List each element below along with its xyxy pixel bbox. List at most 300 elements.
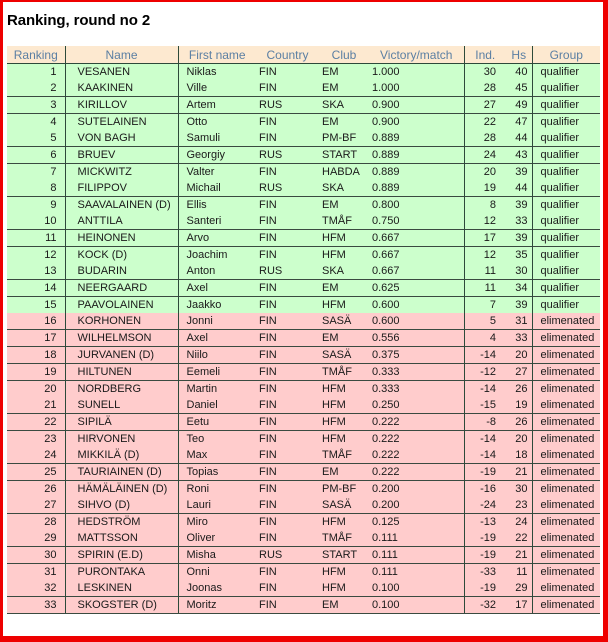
cell-ranking: 12 [7, 247, 65, 264]
cell-ranking: 14 [7, 280, 65, 297]
cell-ind: 17 [464, 230, 506, 247]
cell-first-name: Ville [178, 80, 256, 97]
cell-first-name: Joonas [178, 580, 256, 597]
cell-first-name: Artem [178, 97, 256, 114]
cell-first-name: Valter [178, 164, 256, 181]
cell-hs: 30 [506, 263, 532, 280]
cell-hs: 39 [506, 297, 532, 314]
page-title: Ranking, round no 2 [7, 12, 151, 29]
col-header-ind: Ind. [464, 46, 506, 64]
cell-group: qualifier [532, 280, 600, 297]
cell-ranking: 22 [7, 414, 65, 431]
cell-first-name: Daniel [178, 397, 256, 414]
cell-first-name: Arvo [178, 230, 256, 247]
cell-hs: 29 [506, 580, 532, 597]
cell-ind: 30 [464, 64, 506, 81]
cell-ind: 11 [464, 263, 506, 280]
cell-ind: -32 [464, 597, 506, 614]
cell-ranking: 16 [7, 313, 65, 330]
cell-ranking: 4 [7, 114, 65, 131]
cell-victory-match: 0.600 [369, 297, 464, 314]
cell-hs: 31 [506, 313, 532, 330]
table-header-row [7, 46, 600, 64]
cell-country: RUS [256, 97, 319, 114]
cell-name: PAAVOLAINEN [65, 297, 178, 314]
cell-first-name: Moritz [178, 597, 256, 614]
cell-name: KORHONEN [65, 313, 178, 330]
cell-hs: 23 [506, 497, 532, 514]
cell-victory-match: 0.900 [369, 97, 464, 114]
cell-club: HFM [319, 397, 369, 414]
cell-ind: -14 [464, 347, 506, 364]
cell-group: elimenated [532, 397, 600, 414]
cell-hs: 27 [506, 364, 532, 381]
cell-first-name: Misha [178, 547, 256, 564]
table-row [7, 481, 600, 498]
cell-group: elimenated [532, 330, 600, 347]
cell-country: FIN [256, 330, 319, 347]
cell-country: FIN [256, 414, 319, 431]
cell-ranking: 25 [7, 464, 65, 481]
cell-victory-match: 0.556 [369, 330, 464, 347]
cell-victory-match: 0.667 [369, 230, 464, 247]
cell-ind: 11 [464, 280, 506, 297]
cell-ind: -19 [464, 580, 506, 597]
cell-ind: -14 [464, 431, 506, 448]
cell-ranking: 15 [7, 297, 65, 314]
cell-country: FIN [256, 213, 319, 230]
cell-victory-match: 0.200 [369, 481, 464, 498]
cell-ind: 20 [464, 164, 506, 181]
cell-victory-match: 0.889 [369, 180, 464, 197]
cell-hs: 33 [506, 330, 532, 347]
cell-name: PURONTAKA [65, 564, 178, 581]
cell-club: SKA [319, 263, 369, 280]
cell-victory-match: 0.111 [369, 547, 464, 564]
cell-ranking: 10 [7, 213, 65, 230]
table-row [7, 164, 600, 181]
cell-ranking: 11 [7, 230, 65, 247]
table-row [7, 97, 600, 114]
cell-victory-match: 0.667 [369, 247, 464, 264]
cell-victory-match: 0.800 [369, 197, 464, 214]
cell-hs: 47 [506, 114, 532, 131]
cell-club: HABDA [319, 164, 369, 181]
cell-club: HFM [319, 381, 369, 398]
cell-victory-match: 0.900 [369, 114, 464, 131]
cell-victory-match: 0.100 [369, 580, 464, 597]
cell-ind: -19 [464, 464, 506, 481]
cell-name: BUDARIN [65, 263, 178, 280]
table-row [7, 447, 600, 464]
cell-victory-match: 0.333 [369, 381, 464, 398]
cell-country: RUS [256, 147, 319, 164]
cell-first-name: Joachim [178, 247, 256, 264]
cell-group: elimenated [532, 447, 600, 464]
table-row [7, 280, 600, 297]
cell-first-name: Teo [178, 431, 256, 448]
cell-country: FIN [256, 564, 319, 581]
cell-victory-match: 0.750 [369, 213, 464, 230]
table-row [7, 230, 600, 247]
table-row [7, 313, 600, 330]
cell-name: WILHELMSON [65, 330, 178, 347]
cell-first-name: Max [178, 447, 256, 464]
cell-hs: 24 [506, 514, 532, 531]
cell-victory-match: 0.111 [369, 564, 464, 581]
table-row [7, 431, 600, 448]
cell-club: SASÄ [319, 313, 369, 330]
cell-hs: 26 [506, 414, 532, 431]
col-header-hs: Hs [506, 46, 532, 64]
cell-club: SASÄ [319, 497, 369, 514]
cell-ranking: 31 [7, 564, 65, 581]
cell-ind: 7 [464, 297, 506, 314]
cell-ranking: 9 [7, 197, 65, 214]
cell-club: PM-BF [319, 130, 369, 147]
cell-club: TMÅF [319, 213, 369, 230]
cell-ind: 4 [464, 330, 506, 347]
cell-club: HFM [319, 431, 369, 448]
cell-first-name: Niilo [178, 347, 256, 364]
cell-ranking: 3 [7, 97, 65, 114]
table-row [7, 580, 600, 597]
cell-ind: -8 [464, 414, 506, 431]
table-row [7, 414, 600, 431]
cell-club: EM [319, 330, 369, 347]
cell-group: elimenated [532, 347, 600, 364]
cell-ranking: 19 [7, 364, 65, 381]
cell-first-name: Samuli [178, 130, 256, 147]
col-header-first-name: First name [178, 46, 256, 64]
cell-first-name: Onni [178, 564, 256, 581]
cell-name: SPIRIN (E.D) [65, 547, 178, 564]
cell-club: EM [319, 464, 369, 481]
cell-first-name: Roni [178, 481, 256, 498]
cell-country: FIN [256, 397, 319, 414]
cell-ranking: 13 [7, 263, 65, 280]
cell-ind: -19 [464, 547, 506, 564]
cell-victory-match: 0.889 [369, 164, 464, 181]
ranking-rows [7, 64, 600, 614]
cell-hs: 26 [506, 381, 532, 398]
table-row [7, 114, 600, 131]
cell-first-name: Martin [178, 381, 256, 398]
cell-hs: 43 [506, 147, 532, 164]
cell-group: elimenated [532, 514, 600, 531]
cell-name: BRUEV [65, 147, 178, 164]
cell-name: HÄMÄLÄINEN (D) [65, 481, 178, 498]
cell-group: qualifier [532, 80, 600, 97]
cell-name: MATTSSON [65, 530, 178, 547]
cell-group: qualifier [532, 130, 600, 147]
cell-victory-match: 0.889 [369, 130, 464, 147]
cell-country: FIN [256, 114, 319, 131]
cell-ind: -24 [464, 497, 506, 514]
cell-ranking: 7 [7, 164, 65, 181]
table-row [7, 197, 600, 214]
table-row [7, 397, 600, 414]
cell-group: elimenated [532, 414, 600, 431]
cell-victory-match: 0.375 [369, 347, 464, 364]
cell-name: SIHVO (D) [65, 497, 178, 514]
cell-name: MIKKILÄ (D) [65, 447, 178, 464]
cell-club: EM [319, 114, 369, 131]
cell-club: SASÄ [319, 347, 369, 364]
cell-club: SKA [319, 180, 369, 197]
cell-club: HFM [319, 514, 369, 531]
cell-name: LESKINEN [65, 580, 178, 597]
cell-hs: 40 [506, 64, 532, 81]
cell-ind: 28 [464, 130, 506, 147]
cell-victory-match: 0.667 [369, 263, 464, 280]
cell-country: FIN [256, 197, 319, 214]
cell-ind: 27 [464, 97, 506, 114]
cell-club: HFM [319, 580, 369, 597]
col-header-victory-match: Victory/match [369, 46, 464, 64]
cell-group: qualifier [532, 247, 600, 264]
cell-country: RUS [256, 547, 319, 564]
cell-victory-match: 0.222 [369, 431, 464, 448]
cell-hs: 19 [506, 397, 532, 414]
cell-hs: 30 [506, 481, 532, 498]
cell-hs: 39 [506, 197, 532, 214]
cell-club: TMÅF [319, 530, 369, 547]
cell-hs: 21 [506, 547, 532, 564]
cell-first-name: Miro [178, 514, 256, 531]
cell-club: HFM [319, 297, 369, 314]
col-header-ranking: Ranking [7, 46, 65, 64]
col-header-group: Group [532, 46, 600, 64]
cell-ind: -14 [464, 381, 506, 398]
cell-group: elimenated [532, 564, 600, 581]
cell-ind: 24 [464, 147, 506, 164]
cell-country: FIN [256, 247, 319, 264]
cell-country: FIN [256, 580, 319, 597]
cell-group: qualifier [532, 164, 600, 181]
cell-ranking: 1 [7, 64, 65, 81]
cell-first-name: Topias [178, 464, 256, 481]
cell-hs: 34 [506, 280, 532, 297]
cell-victory-match: 1.000 [369, 64, 464, 81]
table-row [7, 263, 600, 280]
table-row [7, 213, 600, 230]
cell-hs: 39 [506, 230, 532, 247]
cell-ind: -33 [464, 564, 506, 581]
cell-name: SUTELAINEN [65, 114, 178, 131]
table-row [7, 564, 600, 581]
cell-ind: -13 [464, 514, 506, 531]
cell-club: HFM [319, 414, 369, 431]
cell-hs: 44 [506, 180, 532, 197]
cell-first-name: Niklas [178, 64, 256, 81]
cell-country: FIN [256, 280, 319, 297]
cell-group: elimenated [532, 547, 600, 564]
cell-country: FIN [256, 347, 319, 364]
cell-group: qualifier [532, 213, 600, 230]
cell-first-name: Ellis [178, 197, 256, 214]
ranking-table [7, 46, 600, 614]
cell-club: HFM [319, 247, 369, 264]
cell-club: TMÅF [319, 447, 369, 464]
cell-country: FIN [256, 297, 319, 314]
table-row [7, 297, 600, 314]
cell-victory-match: 0.222 [369, 414, 464, 431]
cell-ranking: 23 [7, 431, 65, 448]
cell-name: HILTUNEN [65, 364, 178, 381]
cell-club: EM [319, 597, 369, 614]
cell-group: qualifier [532, 230, 600, 247]
cell-first-name: Georgiy [178, 147, 256, 164]
table-row [7, 381, 600, 398]
table-row [7, 247, 600, 264]
cell-victory-match: 0.222 [369, 464, 464, 481]
table-row [7, 530, 600, 547]
cell-first-name: Lauri [178, 497, 256, 514]
cell-victory-match: 0.600 [369, 313, 464, 330]
cell-victory-match: 0.100 [369, 597, 464, 614]
table-row [7, 130, 600, 147]
cell-hs: 44 [506, 130, 532, 147]
cell-victory-match: 1.000 [369, 80, 464, 97]
table-row [7, 497, 600, 514]
cell-name: HEDSTRÖM [65, 514, 178, 531]
cell-ranking: 8 [7, 180, 65, 197]
cell-country: FIN [256, 481, 319, 498]
cell-group: qualifier [532, 197, 600, 214]
cell-first-name: Axel [178, 330, 256, 347]
col-header-name: Name [65, 46, 178, 64]
table-row [7, 347, 600, 364]
cell-club: TMÅF [319, 364, 369, 381]
cell-name: NEERGAARD [65, 280, 178, 297]
col-header-club: Club [319, 46, 369, 64]
cell-victory-match: 0.111 [369, 530, 464, 547]
cell-name: MICKWITZ [65, 164, 178, 181]
cell-name: JURVANEN (D) [65, 347, 178, 364]
cell-group: qualifier [532, 114, 600, 131]
cell-hs: 49 [506, 97, 532, 114]
cell-ind: 22 [464, 114, 506, 131]
table-row [7, 180, 600, 197]
cell-hs: 11 [506, 564, 532, 581]
col-header-country: Country [256, 46, 319, 64]
cell-victory-match: 0.200 [369, 497, 464, 514]
cell-ind: 28 [464, 80, 506, 97]
cell-ind: 5 [464, 313, 506, 330]
cell-group: elimenated [532, 464, 600, 481]
cell-victory-match: 0.222 [369, 447, 464, 464]
cell-ranking: 33 [7, 597, 65, 614]
cell-ranking: 2 [7, 80, 65, 97]
cell-country: FIN [256, 364, 319, 381]
table-row [7, 364, 600, 381]
cell-hs: 17 [506, 597, 532, 614]
cell-name: FILIPPOV [65, 180, 178, 197]
cell-club: EM [319, 280, 369, 297]
cell-group: elimenated [532, 364, 600, 381]
table-row [7, 514, 600, 531]
cell-hs: 39 [506, 164, 532, 181]
cell-group: qualifier [532, 263, 600, 280]
cell-first-name: Jaakko [178, 297, 256, 314]
cell-country: RUS [256, 263, 319, 280]
cell-group: elimenated [532, 597, 600, 614]
cell-group: elimenated [532, 313, 600, 330]
cell-country: FIN [256, 530, 319, 547]
cell-ind: 12 [464, 247, 506, 264]
cell-country: FIN [256, 431, 319, 448]
cell-ind: 12 [464, 213, 506, 230]
cell-country: FIN [256, 130, 319, 147]
cell-ind: 19 [464, 180, 506, 197]
cell-ranking: 24 [7, 447, 65, 464]
cell-name: SKOGSTER (D) [65, 597, 178, 614]
cell-ranking: 32 [7, 580, 65, 597]
cell-country: FIN [256, 80, 319, 97]
table-row [7, 64, 600, 81]
table-row [7, 547, 600, 564]
cell-ranking: 26 [7, 481, 65, 498]
cell-first-name: Eemeli [178, 364, 256, 381]
cell-country: FIN [256, 64, 319, 81]
cell-name: VESANEN [65, 64, 178, 81]
cell-name: SAAVALAINEN (D) [65, 197, 178, 214]
cell-name: HEINONEN [65, 230, 178, 247]
cell-victory-match: 0.333 [369, 364, 464, 381]
cell-name: VON BAGH [65, 130, 178, 147]
cell-name: KAAKINEN [65, 80, 178, 97]
cell-ind: -16 [464, 481, 506, 498]
cell-group: qualifier [532, 297, 600, 314]
table-row [7, 464, 600, 481]
cell-victory-match: 0.625 [369, 280, 464, 297]
cell-first-name: Eetu [178, 414, 256, 431]
cell-ranking: 18 [7, 347, 65, 364]
cell-name: KIRILLOV [65, 97, 178, 114]
cell-hs: 18 [506, 447, 532, 464]
cell-victory-match: 0.250 [369, 397, 464, 414]
cell-club: EM [319, 80, 369, 97]
cell-group: qualifier [532, 180, 600, 197]
cell-ranking: 29 [7, 530, 65, 547]
cell-hs: 21 [506, 464, 532, 481]
cell-group: elimenated [532, 381, 600, 398]
cell-ranking: 6 [7, 147, 65, 164]
cell-country: FIN [256, 313, 319, 330]
cell-club: START [319, 547, 369, 564]
cell-club: HFM [319, 564, 369, 581]
cell-hs: 20 [506, 347, 532, 364]
cell-ranking: 27 [7, 497, 65, 514]
cell-group: qualifier [532, 97, 600, 114]
cell-club: EM [319, 64, 369, 81]
cell-name: NORDBERG [65, 381, 178, 398]
cell-ranking: 20 [7, 381, 65, 398]
cell-ranking: 17 [7, 330, 65, 347]
cell-club: SKA [319, 97, 369, 114]
cell-victory-match: 0.889 [369, 147, 464, 164]
cell-country: FIN [256, 514, 319, 531]
cell-club: EM [319, 197, 369, 214]
cell-group: qualifier [532, 64, 600, 81]
cell-hs: 33 [506, 213, 532, 230]
cell-country: FIN [256, 447, 319, 464]
cell-ind: -12 [464, 364, 506, 381]
cell-group: qualifier [532, 147, 600, 164]
cell-club: PM-BF [319, 481, 369, 498]
cell-hs: 35 [506, 247, 532, 264]
